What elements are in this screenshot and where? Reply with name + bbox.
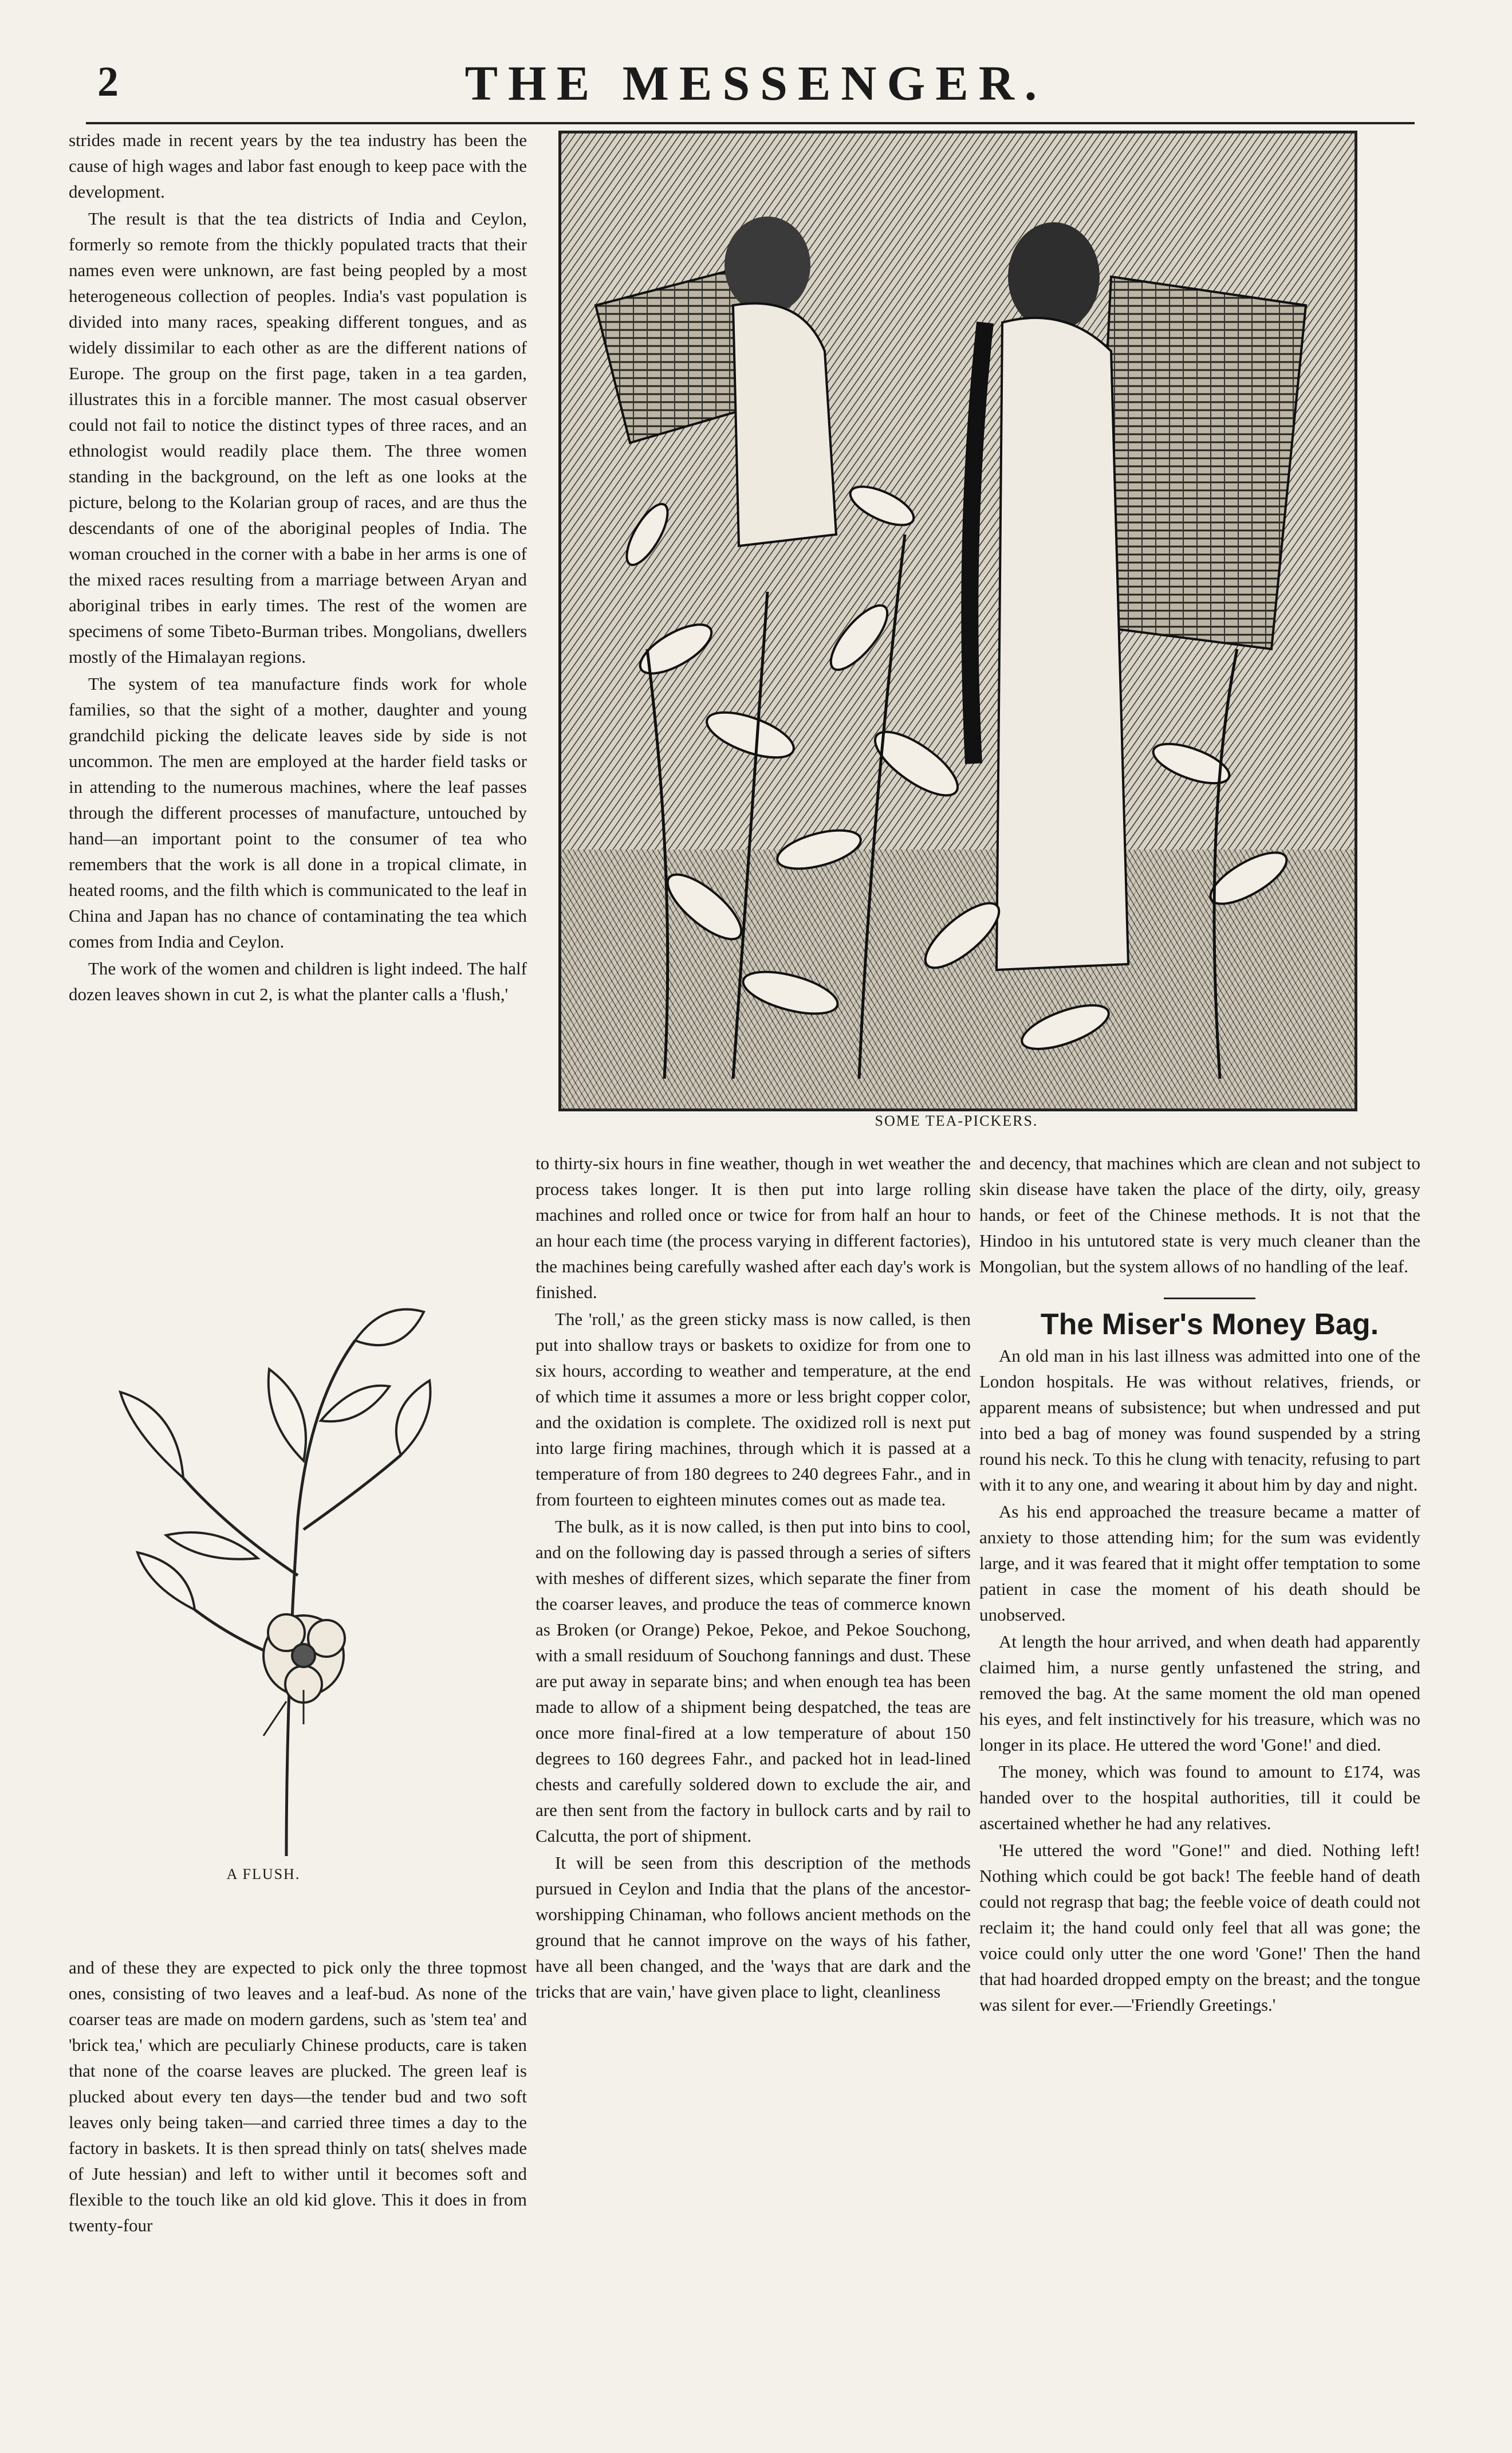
paragraph: and of these they are expected to pick only the three topmost ones, consisting of two leaves and a leaf-bud. As none of the coarser teas are made on modern gardens, such as 'stem tea' and 'brick tea,' which are peculiarly Chinese products, care is taken that none of the coarse leaves are plucked. The green leaf is plucked about every ten days—the tender bud and two soft leaves only being taken—and carried three times a day to the factory in baskets. It is then spread thinly on tats( shelves made of Jute hessian) and left to wither until it becomes soft and flexible to the touch like an old kid glove. This it does in from twenty-four: [69, 1957, 527, 2235]
page-number: 2: [97, 58, 119, 105]
article-title: The Miser's Money Bag.: [1040, 1308, 1379, 1341]
paragraph: strides made in recent years by the tea industry has been the cause of high wages and labor fast enough to keep pace with the development.: [69, 130, 527, 202]
paragraph: 'He uttered the word "Gone!" and died. Nothing left! Nothing which could be got back! The feeble hand of death could not regrasp that bag; the feeble voice of death could not reclaim it; the hand could only feel that all was gone; the voice could only utter the one word 'Gone!' Then the hand that had hoarded dropped empty on the breast; and the tongue was silent for ever.—'Friendly Greetings.': [979, 1840, 1420, 2015]
tea-pickers-illustration: [558, 131, 1357, 1111]
paragraph: The work of the women and children is light indeed. The half dozen leaves shown in cut 2, is what the planter calls a 'flush,': [69, 958, 527, 1004]
column-2: [536, 1150, 971, 2006]
tea-pickers-drawing: [561, 133, 1354, 1108]
column-1: [69, 127, 527, 1008]
flush-illustration: [115, 1289, 435, 1862]
flush-caption: A FLUSH.: [226, 1866, 301, 1882]
paragraph: At length the hour arrived, and when death had apparently claimed him, a nurse gently unfastened the string, and removed the bag. At the same moment the old man opened his eyes, and felt instinctively for his treasure, which was no longer in its place. He uttered the word 'Gone!' and died.: [979, 1632, 1420, 1755]
masthead-title: THE MESSENGER.: [464, 56, 1048, 111]
column-3: [979, 1150, 1420, 2019]
paragraph: The bulk, as it is now called, is then put into bins to cool, and on the following day is passed through a series of sifters with meshes of different sizes, which separate the finer from the coarser leaves, and produce the teas of commerce known as Broken (or Orange) Pekoe, Pekoe, and Pekoe Souchong, with a small residuum of Souchong fannings and dust. These are put away in separate bins; and when enough tea has been made to allow of a shipment being despatched, the teas are once more final-fired at a low temperature of about 150 degrees to 160 degrees Fahr., and packed hot in lead-lined chests and carefully soldered down to exclude the air, and are then sent from the factory in bullock carts and by rail to Calcutta, the port of shipment.: [536, 1516, 971, 1846]
paragraph: An old man in his last illness was admitted into one of the London hospitals. He was without relatives, friends, or apparent means of subsistence; but when undressed and put into bed a bag of money was found suspended by a string round his neck. To this he clung with tenacity, refusing to part with it to any one, and wearing it about him by day and night.: [979, 1346, 1420, 1495]
paragraph: to thirty-six hours in fine weather, though in wet weather the process takes longer. It is then put into large rolling machines and rolled once or twice for from half an hour to an hour each time (the process varying in different factories), the machines being carefully washed after each day's work is finished.: [536, 1153, 971, 1302]
tea-flush-drawing: [115, 1289, 435, 1862]
paragraph: As his end approached the treasure became a matter of anxiety to those attending him; for the sum was evidently large, and it was feared that it might offer temptation to some patient in case the moment of his death should be unobserved.: [979, 1501, 1420, 1625]
header-rule: [86, 122, 1415, 124]
section-divider: [979, 1280, 1420, 1306]
column-1-continued: [69, 1955, 527, 2239]
paragraph: It will be seen from this description of the methods pursued in Ceylon and India that the plans of the ancestor-worshipping Chinaman, who follows ancient methods on the ground that he cannot improve on the ways of his father, have all been changed, and the 'ways that are dark and the tricks that are vain,' have given place to light, cleanliness: [536, 1853, 971, 2002]
paragraph: The system of tea manufacture finds work for whole families, so that the sight of a mother, daughter and young grandchild picking the delicate leaves side by side is not uncommon. The men are employed at the harder field tasks or in attending to the numerous machines, where the leaf passes through the different processes of manufacture, untouched by hand—an important point to the consumer of tea who remembers that the work is all done in a tropical climate, in heated rooms, and the filth which is communicated to the leaf in China and Japan has no chance of contaminating the tea which comes from India and Ceylon.: [69, 674, 527, 952]
paragraph: and decency, that machines which are clean and not subject to skin disease have taken the place of the dirty, oily, greasy hands, or feet of the Chinese methods. It is not that the Hindoo in his untutored state is very much cleaner than the Mongolian, but the system allows of no handling of the leaf.: [979, 1153, 1420, 1276]
paragraph: The money, which was found to amount to £174, was handed over to the hospital authorities, till it could be ascertained whether he had any relatives.: [979, 1762, 1420, 1833]
tea-pickers-caption: SOME TEA-PICKERS.: [875, 1113, 1038, 1129]
paragraph: The 'roll,' as the green sticky mass is now called, is then put into shallow trays or baskets to oxidize for from one to six hours, according to weather and temperature, at the end of which time it assumes a more or less bright copper color, and the oxidation is complete. The oxidized roll is next put into large firing machines, through which it is passed at a temperature of from 180 degrees to 240 degrees Fahr., and in from fourteen to eighteen minutes comes out as made tea.: [536, 1309, 971, 1509]
page-header: [0, 54, 1512, 123]
paragraph: The result is that the tea districts of India and Ceylon, formerly so remote from the thickly populated tracts that their names even were unknown, are fast being peopled by a most heterogeneous collection of peoples. India's vast population is divided into many races, speaking different tongues, and as widely dissimilar to each other as are the different nations of Europe. The group on the first page, taken in a tea garden, illustrates this in a forcible manner. The most casual observer could not fail to notice the distinct types of three races, and an ethnologist would readily place them. The three women standing in the background, on the left as one looks at the picture, belong to the Kolarian group of races, and are thus the descendants of one of the aboriginal peoples of India. The woman crouched in the corner with a babe in her arms is one of the mixed races resulting from a marriage between Aryan and aboriginal tribes in early times. The rest of the women are specimens of some Tibeto-Burman tribes. Mongolians, dwellers mostly of the Himalayan regions.: [69, 209, 527, 667]
